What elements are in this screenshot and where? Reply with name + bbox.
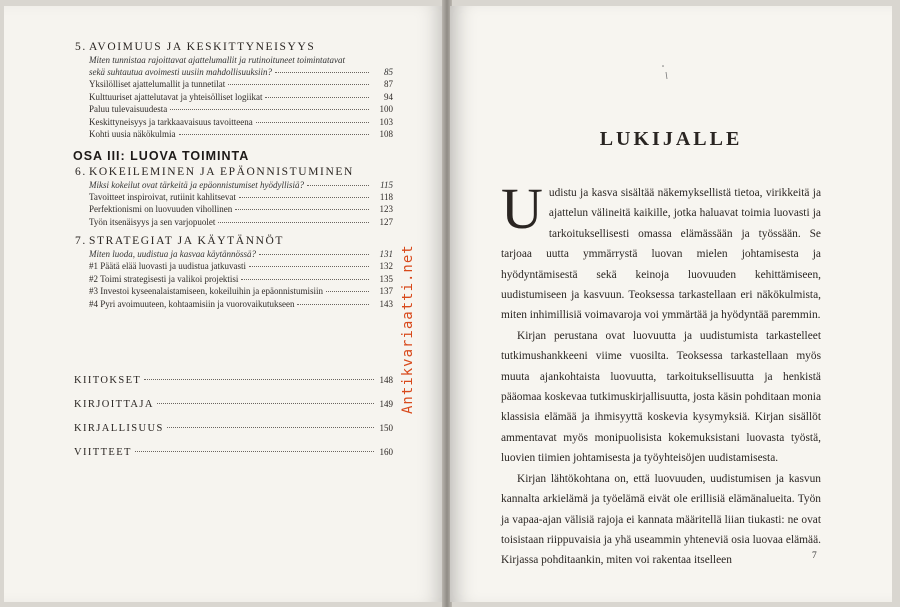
page-ref: 148 <box>379 375 393 385</box>
chapter-title <box>75 234 393 248</box>
body-text <box>501 176 821 571</box>
toc-back-label: KIRJALLISUUS <box>74 423 164 434</box>
page-heading: LUKIJALLE <box>599 128 743 150</box>
toc-row-label: #3 Investoi kyseenalaistamiseen, kokeiluihin ja epäonnistumisiin <box>89 286 323 296</box>
toc-row-label: Kulttuuriset ajattelutavat ja yhteisölliset logiikat <box>89 91 263 102</box>
chapter-subtitle <box>75 179 393 191</box>
toc-row-label: #4 Pyri avoimuuteen, kohtaamisiin ja vuorovaikutukseen <box>89 298 295 309</box>
chapter-title-text: AVOIMUUS JA KESKITTYNEISYYS <box>89 41 316 53</box>
page-ref: 94 <box>384 91 393 102</box>
leader-dots <box>218 222 369 223</box>
page-ref: 137 <box>379 286 393 296</box>
paragraph <box>501 176 821 326</box>
toc-row <box>75 260 393 273</box>
toc-chapter-6 <box>75 165 393 229</box>
leader-dots <box>275 72 369 73</box>
toc-back-row <box>74 443 393 462</box>
leader-dots <box>326 291 369 292</box>
page-ref: 131 <box>379 249 393 259</box>
toc-back-label: KIRJOITTAJA <box>74 399 154 410</box>
table-of-contents <box>75 40 393 316</box>
toc-row <box>75 128 393 141</box>
toc-row <box>75 116 393 129</box>
toc-row-label: Keskittyneisyys ja tarkkaavaisuus tavoitteena <box>89 116 253 127</box>
leader-dots <box>241 279 369 280</box>
chapter-subtitle <box>75 54 393 66</box>
toc-row-label: #2 Toimi strategisesti ja valikoi projektisi <box>89 273 239 284</box>
leader-dots <box>170 109 369 110</box>
page-ref: 115 <box>380 179 393 190</box>
toc-row <box>75 191 393 204</box>
chapter-subtitle <box>75 66 393 78</box>
toc-row-label: Paluu tulevaisuudesta <box>89 104 168 114</box>
toc-row-label: #1 Päätä elää luovasti ja uudistua jatkuvasti <box>89 261 246 271</box>
toc-row <box>75 298 393 311</box>
toc-back-row <box>74 371 393 390</box>
leader-dots <box>167 427 374 428</box>
leader-dots <box>259 254 369 255</box>
toc-row <box>75 203 393 216</box>
leader-dots <box>157 403 374 404</box>
toc-row <box>75 216 393 229</box>
leader-dots <box>297 304 369 305</box>
leader-dots <box>144 379 373 380</box>
leader-dots <box>179 134 370 135</box>
page-ref: 123 <box>379 204 393 214</box>
leader-dots <box>249 266 369 267</box>
chapter-subtitle-line: Miksi kokeilut ovat tärkeitä ja epäonnistumiset hyödyllisiä? <box>89 179 304 190</box>
chapter-number: 6. <box>75 165 87 178</box>
chapter-number: 7. <box>75 235 87 247</box>
watermark: Antikvariaatti.net <box>400 244 416 414</box>
chapter-title <box>75 40 393 54</box>
toc-row <box>75 285 393 298</box>
page-ref: 100 <box>379 104 393 114</box>
toc-chapter-5 <box>75 40 393 141</box>
paragraph-text: udistu ja kasva sisältää näkemyksellistä tietoa, virikkeitä ja ajattelun välineitä kaikille, jotka haluavat toimia luovasti ja tarkoituksellisesti omassa elämässään ja työssään. Se tarjoaa uutta ymmärrystä luovan mielen johtamisesta ja hyödyntämisestä sekä keinoja luovuuden kehittämiseen, uudistumiseen ja kasvuun. Teoksessa tarkastellaan eri näkökulmista, miten inhimillisiä voimavaroja voi ymmärtää ja hyödyntää paremmin. <box>501 187 821 322</box>
leader-dots <box>135 451 374 452</box>
page-ref: 127 <box>379 216 393 227</box>
page-ref: 135 <box>379 273 393 284</box>
page-ref: 103 <box>379 116 393 127</box>
page-ref: 150 <box>379 423 393 433</box>
toc-back-row <box>74 419 393 438</box>
toc-row-label: Yksilölliset ajattelumallit ja tunnetilat <box>89 79 226 89</box>
toc-row-label: Perfektionismi on luovuuden vihollinen <box>89 204 233 214</box>
page-ref: 118 <box>379 191 393 202</box>
paragraph: Kirjan perustana ovat luovuutta ja uudistumista tarkastelleet tutkimushankkeeni viime vuosilta. Teoksessa tarkastellaan myös muuta ajankohtaista luovuutta, tarkoituksellisuutta ja henkistä pääomaa koskevaa tutkimuskirjallisuutta, josta käsin pohditaan monia klassisia elämää ja ihmisyyttä koskevia kysymyksiä. Kirjan sisällöt ammentavat myös monipuolisista kokemuksistani luovasta työstä, luovien tiimien johtamisesta ja työyhteisöjen uudistamisesta. <box>501 329 821 465</box>
leader-dots <box>228 84 369 85</box>
leader-dots <box>307 185 369 186</box>
toc-back-label: KIITOKSET <box>74 375 142 386</box>
toc-back-row <box>74 395 393 414</box>
chapter-number: 5. <box>75 41 87 53</box>
paper-specks <box>660 64 670 84</box>
chapter-title <box>75 165 393 179</box>
page-ref: 132 <box>379 261 393 271</box>
page-number: 7 <box>812 551 817 561</box>
toc-back-matter <box>75 371 393 462</box>
chapter-subtitle-line: Miten luoda, uudistua ja kasvaa käytännössä? <box>89 249 256 259</box>
page-ref: 85 <box>384 67 393 77</box>
page-ref: 160 <box>379 447 393 457</box>
toc-chapter-7 <box>75 234 393 310</box>
chapter-subtitle-line: sekä suhtautua avoimesti uusiin mahdollisuuksiin? <box>89 67 272 77</box>
chapter-subtitle <box>75 248 393 260</box>
toc-row-label: Tavoitteet inspiroivat, rutiinit kahlitsevat <box>89 191 236 202</box>
toc-row <box>75 273 393 286</box>
leader-dots <box>256 122 369 123</box>
toc-row-label: Työn itsenäisyys ja sen varjopuolet <box>89 216 216 227</box>
page-ref: 87 <box>384 79 393 89</box>
toc-back-label: VIITTEET <box>74 447 132 458</box>
part-title: OSA III: LUOVA TOIMINTA <box>73 148 250 163</box>
chapter-title-text: STRATEGIAT JA KÄYTÄNNÖT <box>89 235 285 247</box>
toc-row <box>75 91 393 104</box>
paragraph: Kirjan lähtökohtana on, että luovuuden, uudistumisen ja kasvun kannalta arkielämä ja työelämä eivät ole erillisiä elämänalueita. Työn ja vapaa-ajan välisiä rajoja ei kannata määritellä liian tiukasti: ne ovat toisistaan riippuvaisia ja yhä useammin yhteneviä osia luovaa elämää. Kirjassa pohditaankin, miten voi rakentaa itselleen <box>501 472 821 567</box>
chapter-subtitle-line: Miten tunnistaa rajoittavat ajattelumallit ja rutinoituneet toimintatavat <box>89 55 345 65</box>
leader-dots <box>235 209 369 210</box>
toc-row <box>75 103 393 116</box>
chapter-title-text: KOKEILEMINEN JA EPÄONNISTUMINEN <box>89 165 354 178</box>
leader-dots <box>265 97 369 98</box>
page-ref: 108 <box>379 129 393 139</box>
page-ref: 149 <box>379 399 393 409</box>
toc-row-label: Kohti uusia näkökulmia <box>89 129 176 139</box>
page-ref: 143 <box>379 298 393 309</box>
toc-row <box>75 78 393 91</box>
drop-cap: U <box>501 176 543 241</box>
leader-dots <box>239 197 369 198</box>
